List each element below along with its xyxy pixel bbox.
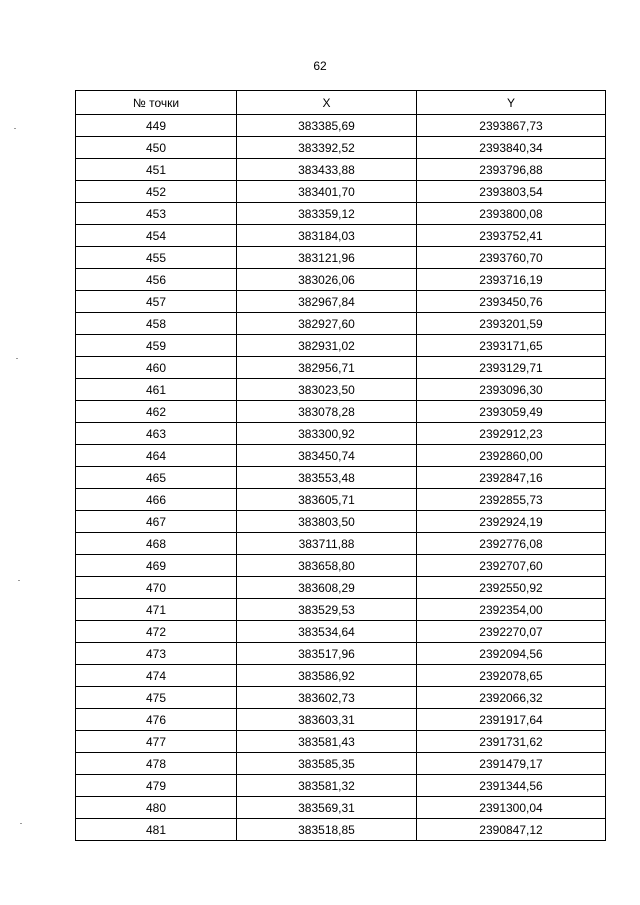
margin-mark [14, 128, 16, 129]
cell-y: 2391731,62 [417, 731, 606, 753]
cell-point-number: 461 [76, 379, 237, 401]
cell-point-number: 460 [76, 357, 237, 379]
cell-x: 383553,48 [237, 467, 417, 489]
table-row [76, 775, 606, 797]
cell-point-number: 481 [76, 819, 237, 841]
table-row [76, 445, 606, 467]
table-row [76, 313, 606, 335]
cell-point-number: 452 [76, 181, 237, 203]
cell-y: 2393171,65 [417, 335, 606, 357]
cell-x: 383534,64 [237, 621, 417, 643]
cell-x: 383078,28 [237, 401, 417, 423]
table-row [76, 489, 606, 511]
table-row [76, 819, 606, 841]
cell-point-number: 462 [76, 401, 237, 423]
cell-x: 383585,35 [237, 753, 417, 775]
table-row [76, 335, 606, 357]
table-row [76, 181, 606, 203]
table-row [76, 533, 606, 555]
cell-x: 383586,92 [237, 665, 417, 687]
cell-x: 383026,06 [237, 269, 417, 291]
cell-x: 383605,71 [237, 489, 417, 511]
cell-point-number: 450 [76, 137, 237, 159]
cell-x: 383711,88 [237, 533, 417, 555]
cell-y: 2393059,49 [417, 401, 606, 423]
cell-point-number: 451 [76, 159, 237, 181]
table-row [76, 621, 606, 643]
cell-x: 383518,85 [237, 819, 417, 841]
table-row [76, 291, 606, 313]
cell-x: 383603,31 [237, 709, 417, 731]
cell-point-number: 456 [76, 269, 237, 291]
cell-point-number: 454 [76, 225, 237, 247]
cell-point-number: 463 [76, 423, 237, 445]
table-header-row [76, 91, 606, 115]
cell-point-number: 459 [76, 335, 237, 357]
table-row [76, 643, 606, 665]
cell-point-number: 472 [76, 621, 237, 643]
coordinates-table [75, 90, 606, 841]
cell-x: 383517,96 [237, 643, 417, 665]
cell-point-number: 449 [76, 115, 237, 137]
cell-x: 383569,31 [237, 797, 417, 819]
table-row [76, 797, 606, 819]
cell-x: 382931,02 [237, 335, 417, 357]
cell-x: 383658,80 [237, 555, 417, 577]
cell-y: 2392066,32 [417, 687, 606, 709]
cell-x: 383121,96 [237, 247, 417, 269]
table-row [76, 115, 606, 137]
table-row [76, 753, 606, 775]
margin-mark [20, 823, 22, 824]
cell-x: 383359,12 [237, 203, 417, 225]
cell-point-number: 458 [76, 313, 237, 335]
page-number: 62 [313, 59, 327, 73]
cell-y: 2393096,30 [417, 379, 606, 401]
cell-y: 2392855,73 [417, 489, 606, 511]
cell-x: 383529,53 [237, 599, 417, 621]
cell-y: 2393867,73 [417, 115, 606, 137]
cell-x: 383023,50 [237, 379, 417, 401]
cell-x: 383385,69 [237, 115, 417, 137]
table-row [76, 401, 606, 423]
header-point-number: № точки [76, 91, 237, 115]
cell-x: 383184,03 [237, 225, 417, 247]
table-row [76, 225, 606, 247]
header-x: X [237, 91, 417, 115]
cell-point-number: 468 [76, 533, 237, 555]
table-row [76, 247, 606, 269]
table-row [76, 687, 606, 709]
cell-x: 383401,70 [237, 181, 417, 203]
table-body [76, 115, 606, 841]
cell-point-number: 466 [76, 489, 237, 511]
cell-point-number: 476 [76, 709, 237, 731]
table-row [76, 709, 606, 731]
table-row [76, 203, 606, 225]
cell-y: 2392924,19 [417, 511, 606, 533]
cell-point-number: 480 [76, 797, 237, 819]
cell-y: 2391300,04 [417, 797, 606, 819]
cell-x: 383450,74 [237, 445, 417, 467]
cell-y: 2393796,88 [417, 159, 606, 181]
margin-mark [16, 358, 18, 359]
cell-y: 2393803,54 [417, 181, 606, 203]
cell-x: 382927,60 [237, 313, 417, 335]
cell-x: 383602,73 [237, 687, 417, 709]
cell-y: 2391917,64 [417, 709, 606, 731]
cell-point-number: 477 [76, 731, 237, 753]
table-row [76, 269, 606, 291]
table-row [76, 137, 606, 159]
table-row [76, 357, 606, 379]
cell-y: 2391344,56 [417, 775, 606, 797]
table-row [76, 379, 606, 401]
cell-y: 2392860,00 [417, 445, 606, 467]
cell-y: 2392776,08 [417, 533, 606, 555]
table-row [76, 555, 606, 577]
table-row [76, 665, 606, 687]
cell-y: 2392270,07 [417, 621, 606, 643]
cell-y: 2392707,60 [417, 555, 606, 577]
cell-point-number: 464 [76, 445, 237, 467]
cell-point-number: 457 [76, 291, 237, 313]
cell-x: 383392,52 [237, 137, 417, 159]
cell-point-number: 478 [76, 753, 237, 775]
cell-y: 2393752,41 [417, 225, 606, 247]
table-row [76, 599, 606, 621]
cell-x: 383803,50 [237, 511, 417, 533]
cell-y: 2393840,34 [417, 137, 606, 159]
header-y: Y [417, 91, 606, 115]
cell-point-number: 471 [76, 599, 237, 621]
cell-point-number: 469 [76, 555, 237, 577]
table-row [76, 731, 606, 753]
cell-y: 2392078,65 [417, 665, 606, 687]
cell-x: 383608,29 [237, 577, 417, 599]
table-row [76, 159, 606, 181]
table-row [76, 577, 606, 599]
table-row [76, 511, 606, 533]
margin-mark [18, 580, 20, 581]
cell-x: 383300,92 [237, 423, 417, 445]
cell-y: 2392094,56 [417, 643, 606, 665]
table-row [76, 423, 606, 445]
cell-y: 2393129,71 [417, 357, 606, 379]
cell-point-number: 465 [76, 467, 237, 489]
cell-y: 2393760,70 [417, 247, 606, 269]
cell-point-number: 473 [76, 643, 237, 665]
cell-x: 382967,84 [237, 291, 417, 313]
cell-y: 2393201,59 [417, 313, 606, 335]
cell-x: 382956,71 [237, 357, 417, 379]
cell-y: 2392550,92 [417, 577, 606, 599]
cell-point-number: 474 [76, 665, 237, 687]
cell-y: 2390847,12 [417, 819, 606, 841]
cell-x: 383433,88 [237, 159, 417, 181]
cell-y: 2393450,76 [417, 291, 606, 313]
cell-x: 383581,32 [237, 775, 417, 797]
table-header [76, 91, 606, 115]
cell-y: 2392912,23 [417, 423, 606, 445]
cell-y: 2393800,08 [417, 203, 606, 225]
cell-y: 2392354,00 [417, 599, 606, 621]
cell-y: 2392847,16 [417, 467, 606, 489]
cell-point-number: 470 [76, 577, 237, 599]
cell-point-number: 475 [76, 687, 237, 709]
table-row [76, 467, 606, 489]
cell-point-number: 467 [76, 511, 237, 533]
cell-point-number: 479 [76, 775, 237, 797]
cell-y: 2393716,19 [417, 269, 606, 291]
cell-point-number: 453 [76, 203, 237, 225]
cell-x: 383581,43 [237, 731, 417, 753]
cell-point-number: 455 [76, 247, 237, 269]
cell-y: 2391479,17 [417, 753, 606, 775]
